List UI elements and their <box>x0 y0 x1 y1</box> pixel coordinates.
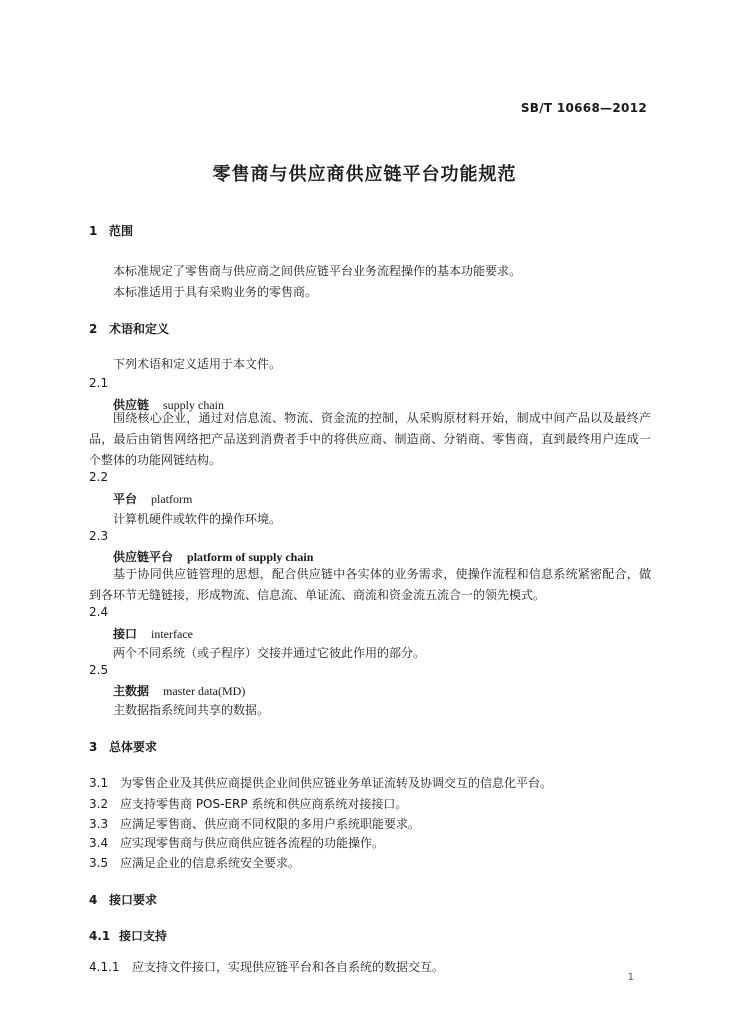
requirement-number: 3.5 <box>89 856 109 870</box>
standard-code: SB/T 10668—2012 <box>520 101 647 115</box>
term-en: platform <box>151 492 193 506</box>
requirement-number: 3.2 <box>89 797 109 811</box>
subsection-number: 4.1 <box>89 929 111 943</box>
term-cn: 供应链 <box>113 398 150 412</box>
term-en: interface <box>151 627 193 641</box>
term-number: 2.2 <box>89 470 109 484</box>
term-cn: 平台 <box>113 492 138 506</box>
requirement-text: 应支持零售商 POS-ERP 系统和供应商系统对接接口。 <box>120 797 408 811</box>
terms-intro: 下列术语和定义适用于本文件。 <box>113 357 282 371</box>
term-cn: 主数据 <box>113 684 150 698</box>
requirement-text: 应满足零售商、供应商不同权限的多用户系统职能要求。 <box>120 817 421 831</box>
term-cn: 接口 <box>113 627 138 641</box>
term-heading <box>113 548 313 565</box>
requirement-item <box>89 834 384 851</box>
section-title: 范围 <box>109 224 134 238</box>
requirement-text: 为零售企业及其供应商提供企业间供应链业务单证流转及协调交互的信息化平台。 <box>120 776 553 790</box>
term-en: supply chain <box>163 398 225 412</box>
term-definition: 基于协同供应链管理的思想，配合供应链中各实体的业务需求，使操作流程和信息系统紧密配合，做到各环节无缝链接，形成物流、信息流、单证流、商流和资金流五流合一的领先模式。 <box>89 567 651 602</box>
requirement-item <box>89 815 420 832</box>
section-3-heading <box>89 738 157 755</box>
term-heading <box>113 625 193 642</box>
term-definition: 围绕核心企业，通过对信息流、物流、资金流的控制，从采购原材料开始，制成中间产品以及最终产品，最后由销售网络把产品送到消费者手中的将供应商、制造商、分销商、零售商，直到最终用户连成一个整体的功能网链结构。 <box>89 411 651 467</box>
term-number: 2.1 <box>89 376 109 390</box>
section-number: 2 <box>89 322 98 336</box>
requirement-text: 应满足企业的信息系统安全要求。 <box>120 856 301 870</box>
section-title: 接口要求 <box>109 893 158 907</box>
requirement-item <box>89 774 552 791</box>
term-definition: 计算机硬件或软件的操作环境。 <box>113 512 282 526</box>
scope-paragraph-2: 本标准适用于具有采购业务的零售商。 <box>113 285 318 299</box>
section-number: 4 <box>89 893 98 907</box>
term-definition: 主数据指系统间共享的数据。 <box>113 703 270 717</box>
term-definition: 两个不同系统（或子程序）交接并通过它彼此作用的部分。 <box>113 646 426 660</box>
requirement-number: 4.1.1 <box>89 960 120 974</box>
requirement-item <box>89 854 300 871</box>
term-cn: 供应链平台 <box>113 550 174 564</box>
section-title: 术语和定义 <box>109 322 170 336</box>
term-number: 2.4 <box>89 605 109 619</box>
requirement-number: 3.1 <box>89 776 109 790</box>
term-heading <box>113 682 245 699</box>
requirement-number: 3.3 <box>89 817 109 831</box>
scope-paragraph-1: 本标准规定了零售商与供应商之间供应链平台业务流程操作的基本功能要求。 <box>113 264 522 278</box>
section-4-heading <box>89 891 157 908</box>
section-number: 3 <box>89 740 98 754</box>
section-1-heading <box>89 222 133 239</box>
term-number: 2.3 <box>89 529 109 543</box>
requirement-text: 应实现零售商与供应商供应链各流程的功能操作。 <box>120 836 385 850</box>
term-heading <box>113 490 192 507</box>
section-2-heading <box>89 320 169 337</box>
subsection-title: 接口支持 <box>119 929 168 943</box>
page-number: 1 <box>627 972 634 983</box>
subsection-heading <box>89 927 167 944</box>
page-title: 零售商与供应商供应链平台功能规范 <box>212 164 517 185</box>
term-en: platform of supply chain <box>187 550 314 564</box>
requirement-text: 应支持文件接口，实现供应链平台和各自系统的数据交互。 <box>132 960 445 974</box>
requirement-item <box>89 795 407 812</box>
term-number: 2.5 <box>89 663 109 677</box>
section-title: 总体要求 <box>109 740 158 754</box>
section-number: 1 <box>89 224 98 238</box>
requirement-number: 3.4 <box>89 836 109 850</box>
term-en: master data(MD) <box>163 684 246 698</box>
requirement-item <box>89 958 444 975</box>
